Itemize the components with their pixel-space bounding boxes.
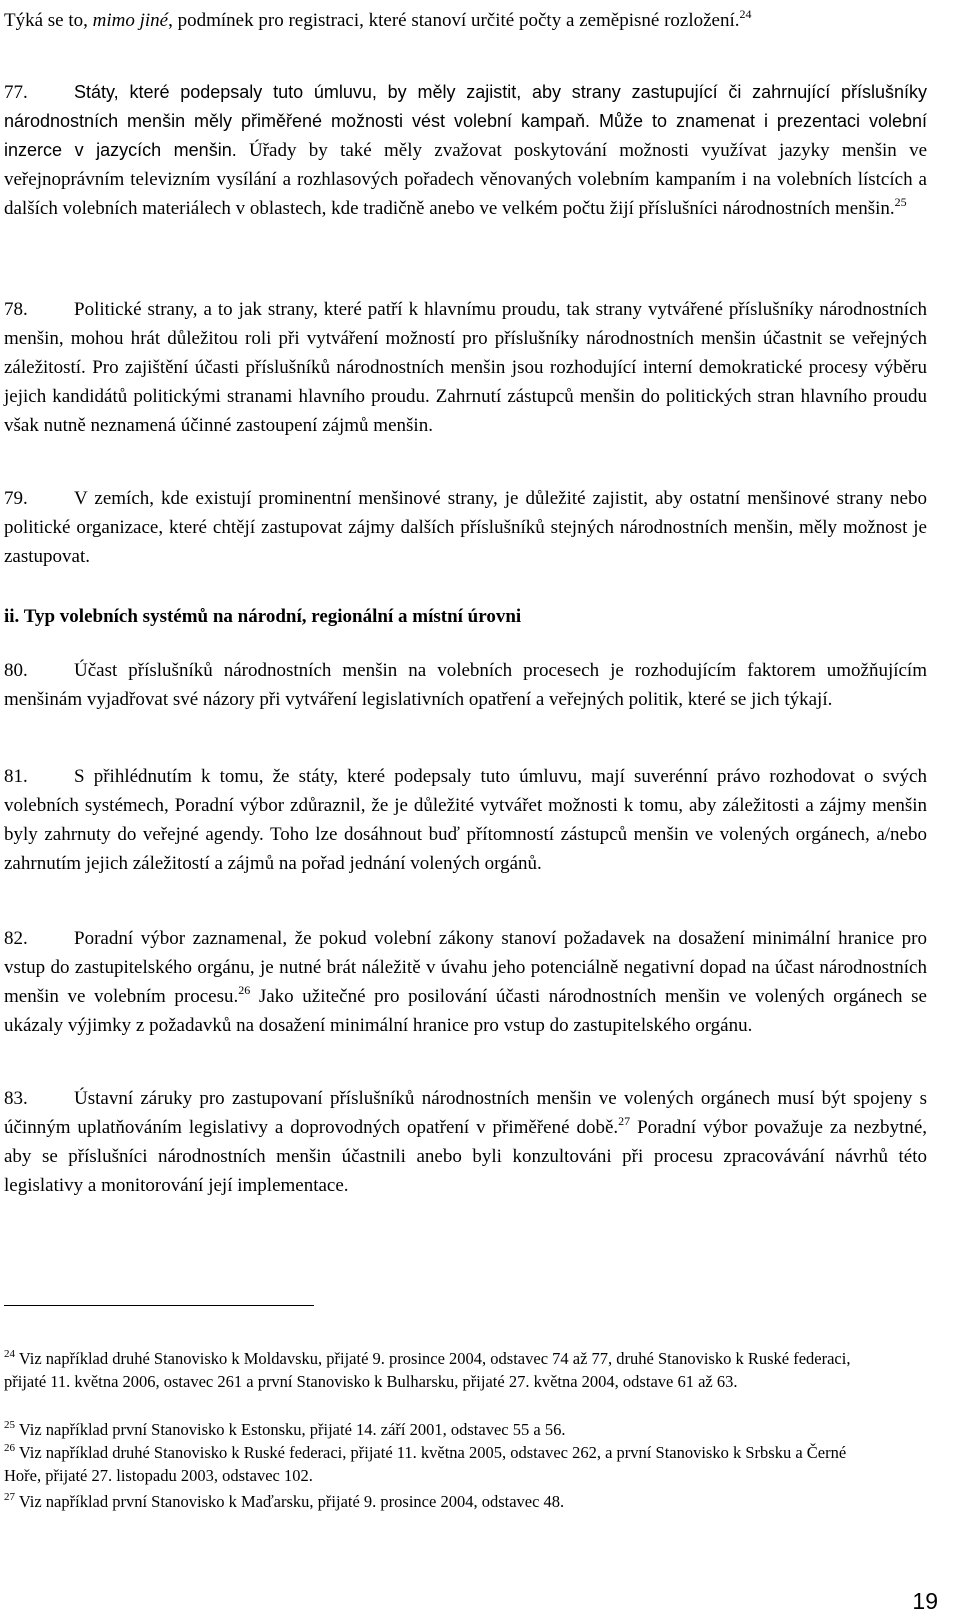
footnote-number: 24	[4, 1348, 15, 1360]
paragraph-79	[4, 484, 927, 571]
paragraph-number: 79.	[4, 488, 28, 509]
footnote-text: Viz například první Stanovisko k Estonsku, přijaté 14. září 2001, odstavec 55 a 56.	[18, 1420, 566, 1439]
footnote-number: 26	[4, 1442, 15, 1454]
footnote-number: 25	[4, 1419, 15, 1431]
paragraph-82	[4, 924, 927, 1040]
footnote-ref-25[interactable]: 25	[894, 195, 907, 209]
paragraph-83	[4, 1084, 927, 1200]
paragraph-text: Ústavní záruky pro zastupovaní příslušníků národnostních menšin ve volených orgánech musí být spojeny s účinným uplatňováním legislativy a doprovodných opatření v přiměřené době.	[4, 1088, 927, 1138]
paragraph-text-sans: Státy, které podepsaly tuto úmluvu, by měly zajistit, aby strany zastupující či zahrnující příslušníky národnostních menšin měly přiměřené možnosti vést volební kampaň. Může to znamenat i prezentaci volební inzerce v jazycích menšin.	[4, 82, 927, 160]
footnote-26	[4, 1441, 884, 1487]
paragraph-number: 83.	[4, 1088, 28, 1109]
footnote-24	[4, 1347, 884, 1393]
footnote-number: 27	[4, 1491, 15, 1503]
paragraph-text: Úřady by také měly zvažovat poskytování možnosti využívat jazyky menšin ve veřejnoprávním televizním vysílání a rozhlasových pořadech věnovaných volebním kampaním i na volebních lístcích a dalších volebních materiálech v oblastech, kde tradičně anebo ve velkém počtu žijí příslušníci národnostních menšin.	[4, 140, 927, 219]
section-heading: ii. Typ volebních systémů na národní, regionální a místní úrovni	[4, 606, 522, 627]
paragraph-text: Politické strany, a to jak strany, které patří k hlavnímu proudu, tak strany vytvářené příslušníky národnostních menšin, mohou hrát důležitou roli při vytváření možností pro příslušníky národnostních menšin účastnit se veřejných záležitostí. Pro zajištění účasti příslušníků národnostních menšin jsou rozhodující interní demokratické procesy výběru jejich kandidátů politickými stranami hlavního proudu. Zahrnutí zástupců menšin do politických stran hlavního proudu však nutně neznamená účinné zastoupení zájmů menšin.	[4, 299, 927, 436]
footnote-text: Viz například druhé Stanovisko k Ruské federaci, přijaté 11. května 2005, odstavec 262, a první Stanovisko k Srbsku a Černé Hoře, přijaté 27. listopadu 2003, odstavec 102.	[4, 1443, 847, 1485]
footnote-25	[4, 1418, 884, 1441]
paragraph-text: V zemích, kde existují prominentní menšinové strany, je důležité zajistit, aby ostatní menšinové strany nebo politické organizace, které chtějí zastupovat zájmy dalších příslušníků stejných národnostních menšin, měly možnost je zastupovat.	[4, 488, 927, 567]
paragraph-text-cont: Poradní výbor považuje za nezbytné, aby se příslušníci národnostních menšin účastnili anebo byli konzultováni při procesu zpracovávání návrhů této legislativy a monitorování její implementace.	[4, 1117, 927, 1196]
paragraph-number: 80.	[4, 660, 28, 681]
footnote-ref-26[interactable]: 26	[238, 983, 251, 997]
intro-text-end: , podmínek pro registraci, které stanoví určité počty a zeměpisné rozložení.	[168, 10, 740, 31]
paragraph-80	[4, 656, 927, 714]
footnote-separator	[4, 1305, 314, 1306]
paragraph-number: 78.	[4, 299, 28, 320]
footnote-text: Viz například druhé Stanovisko k Moldavsku, přijaté 9. prosince 2004, odstavec 74 až 77, druhé Stanovisko k Ruské federaci, přijaté 11. května 2006, ostavec 261 a první Stanovisko k Bulharsku, přijaté 27. května 2004, odstave 61 až 63.	[4, 1349, 851, 1391]
intro-italic-text: mimo jiné	[92, 10, 169, 31]
footnote-ref-27[interactable]: 27	[618, 1114, 631, 1128]
footnote-text: Viz například první Stanovisko k Maďarsku, přijaté 9. prosince 2004, odstavec 48.	[18, 1492, 565, 1511]
paragraph-number: 81.	[4, 766, 28, 787]
paragraph-text: Poradní výbor zaznamenal, že pokud volební zákony stanoví požadavek na dosažení minimální hranice pro vstup do zastupitelského orgánu, je nutné brát náležitě v úvahu jeho potenciálně negativní dopad na účast národnostních menšin ve volebním procesu.	[4, 928, 927, 1007]
page-number: 19	[912, 1588, 938, 1614]
paragraph-77	[4, 78, 927, 223]
paragraph-number: 77.	[4, 82, 28, 103]
footnote-27	[4, 1490, 884, 1513]
paragraph-text-cont: Jako užitečné pro posilování účasti národnostních menšin ve volených orgánech se ukázaly výjimky z požadavků na dosažení minimální hranice pro vstup do zastupitelského orgánu.	[4, 986, 927, 1036]
paragraph-78	[4, 295, 927, 440]
paragraph-number: 82.	[4, 928, 28, 949]
footnote-ref-24[interactable]: 24	[739, 7, 752, 21]
paragraph-text: S přihlédnutím k tomu, že státy, které podepsaly tuto úmluvu, mají suverénní právo rozhodovat o svých volebních systémech, Poradní výbor zdůraznil, že je důležité vytvářet možnosti k tomu, aby záležitosti a zájmy menšin byly zahrnuty do veřejné agendy. Toho lze dosáhnout buď přítomností zástupců menšin ve volených orgánech, a/nebo zahrnutím jejich záležitostí a zájmů na pořad jednání volených orgánů.	[4, 766, 927, 874]
paragraph-text: Účast příslušníků národnostních menšin na volebních procesech je rozhodujícím faktorem umožňujícím menšinám vyjadřovat své názory při vytváření legislativních opatření a veřejných politik, které se jich týkají.	[4, 660, 927, 710]
paragraph-81	[4, 762, 927, 878]
intro-text: Týká se to,	[4, 10, 93, 31]
paragraph-intro	[4, 6, 927, 35]
